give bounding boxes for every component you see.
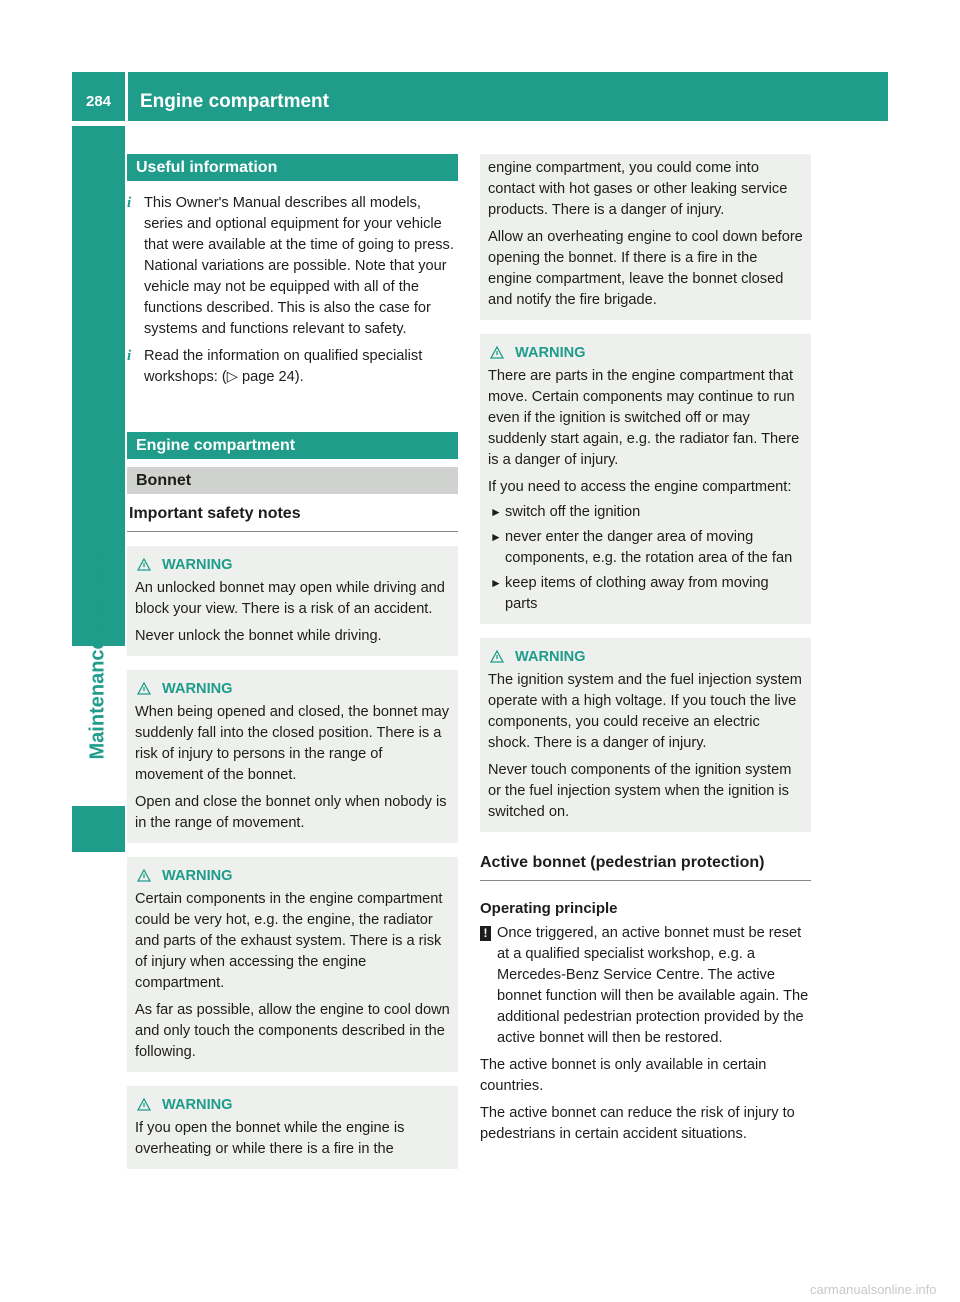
left-column [127, 154, 458, 1169]
warning-text: If you need to access the engine compartment: [488, 479, 792, 495]
warning-triangle-icon [137, 1098, 151, 1111]
info-note-1: i This Owner's Manual describes all models, series and optional equipment for your vehicle that were available at the time of going to press. National variations are possible. Note that your vehicle may not be equipped with all of the functions described. This is also the case for systems and functions relevant to safety. [127, 195, 454, 337]
warning-triangle-icon [137, 558, 151, 571]
warning-triangle-icon [137, 682, 151, 695]
watermark: carmanualsonline.info [810, 1282, 937, 1297]
warning-text: An unlocked bonnet may open while driving and block your view. There is a risk of an accident. [135, 580, 445, 617]
bullet-icon: ► [490, 576, 502, 590]
warning-text: If you open the bonnet while the engine is overheating or while there is a fire in the [135, 1120, 405, 1157]
bullet-icon: ► [490, 505, 502, 519]
side-tab-label: Maintenance and care [86, 550, 109, 760]
info-icon: i [127, 195, 132, 211]
warning-text: Open and close the bonnet only when nobody is in the range of movement. [135, 794, 447, 831]
right-column [480, 154, 811, 1145]
warning-heading: WARNING [143, 1095, 450, 1115]
warning-heading: WARNING [143, 679, 450, 699]
warning-text: The ignition system and the fuel injection system operate with a high voltage. If you touch the live components, you could receive an electric shock. There is a danger of injury. [488, 672, 802, 751]
page-ref-arrow-icon: ▷ [226, 369, 238, 385]
warning-heading: WARNING [143, 555, 450, 575]
warning-heading: WARNING [496, 343, 803, 363]
warning-text: As far as possible, allow the engine to cool down and only touch the components described in the following. [135, 1002, 450, 1060]
exclamation-icon: ! [480, 926, 491, 941]
engine-compartment-heading: Engine compartment [127, 432, 458, 459]
body-paragraph: The active bonnet can reduce the risk of injury to pedestrians in certain accident situations. [480, 1105, 795, 1142]
warning-heading: WARNING [143, 866, 450, 886]
warning-triangle-icon [490, 346, 504, 359]
page-reference-link[interactable]: page 24). [237, 369, 304, 385]
warning-text: Never unlock the bonnet while driving. [135, 628, 382, 644]
warning-box-3 [127, 857, 458, 1072]
page-title: Engine compartment [128, 72, 888, 121]
bonnet-heading: Bonnet [127, 467, 458, 494]
bullet-item: ► switch off the ignition [488, 502, 803, 523]
warning-box-4-continued [480, 154, 811, 320]
warning-box-1 [127, 546, 458, 656]
bullet-icon: ► [490, 530, 502, 544]
warning-text: When being opened and closed, the bonnet may suddenly fall into the closed position. There is a risk of injury to persons in the range of movement of the bonnet. [135, 704, 449, 783]
warning-box-4 [127, 1086, 458, 1169]
warning-text: Allow an overheating engine to cool down before opening the bonnet. If there is a fire in the engine compartment, leave the bonnet closed and notify the fire brigade. [488, 229, 803, 308]
info-note-2: i Read the information on qualified specialist workshops: (▷ page 24). [127, 348, 423, 385]
warning-heading: WARNING [496, 647, 803, 667]
active-bonnet-heading: Active bonnet (pedestrian protection) [480, 852, 811, 881]
warning-text: There are parts in the engine compartment that move. Certain components may continue to run even if the ignition is switched off or may suddenly start again, e.g. the radiator fan. There is a danger of injury. [488, 368, 800, 468]
warning-text: Never touch components of the ignition system or the fuel injection system when the ignition is switched on. [488, 762, 792, 820]
warning-triangle-icon [490, 650, 504, 663]
caution-note: ! Once triggered, an active bonnet must be reset at a qualified specialist workshop, e.g. a Mercedes-Benz Service Centre. The active bonnet function will then be available again. The additional pedestrian protection provided by the active bonnet will then be restored. [480, 923, 811, 1049]
operating-principle-heading: Operating principle [480, 900, 618, 917]
side-tab-marker [72, 806, 125, 852]
warning-text: Certain components in the engine compartment could be very hot, e.g. the engine, the radiator and parts of the exhaust system. There is a risk of injury when accessing the engine compartment. [135, 891, 443, 991]
warning-box-6 [480, 638, 811, 832]
page-number: 284 [72, 72, 125, 121]
safety-notes-heading: Important safety notes [127, 503, 458, 532]
warning-box-2 [127, 670, 458, 843]
useful-info-heading: Useful information [127, 154, 458, 181]
body-paragraph: The active bonnet is only available in certain countries. [480, 1057, 767, 1094]
info-icon: i [127, 348, 132, 364]
bullet-item: ► keep items of clothing away from moving parts [490, 575, 769, 612]
bullet-item: ► never enter the danger area of moving components, e.g. the rotation area of the fan [490, 529, 793, 566]
warning-triangle-icon [137, 869, 151, 882]
warning-text: engine compartment, you could come into contact with hot gases or other leaking service products. There is a danger of injury. [488, 160, 788, 218]
warning-box-5 [480, 334, 811, 624]
